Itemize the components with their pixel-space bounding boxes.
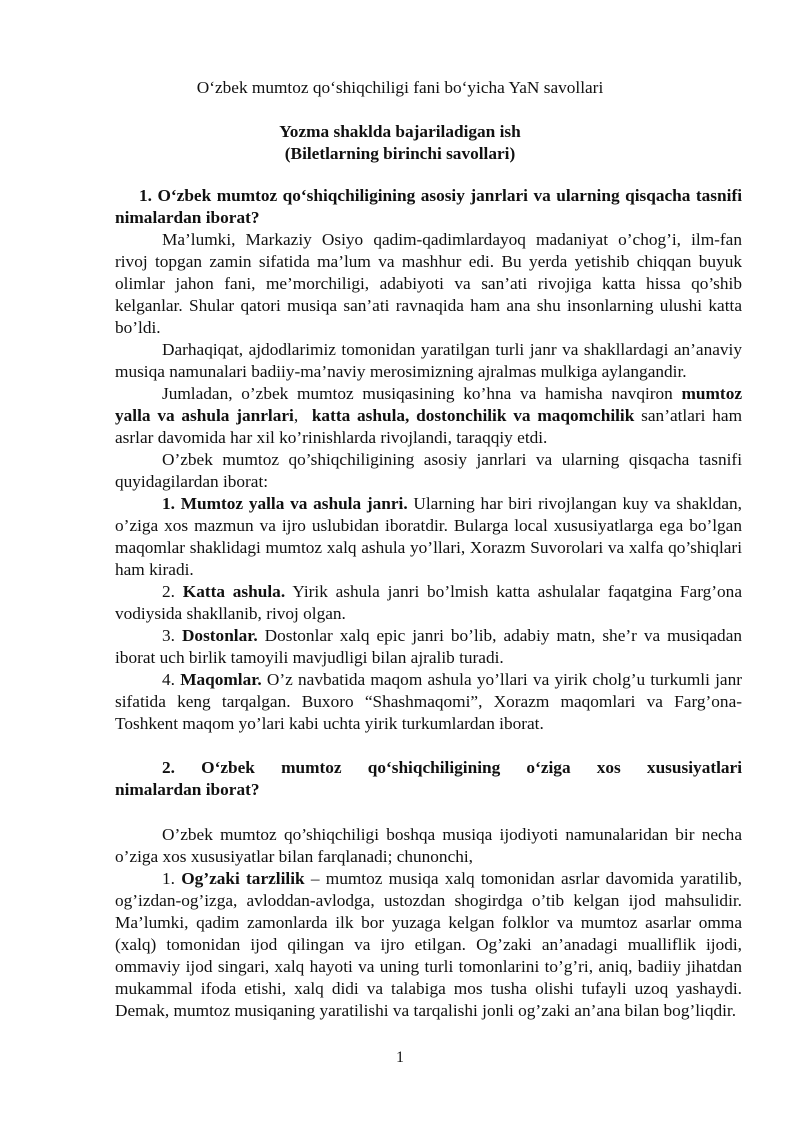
list-item-text: Ularning har biri rivojlangan kuy va shakldan, o’ziga xos mazmun va ijro uslubidan iboratdir. Bularga local xususiyatlarga ega bo’lgan maqomlar shaklidagi mumtoz xalq ashula yo’llari, Xorazm Suvorolari va xalfa qo’shiqlari ham kiradi. xyxy=(115,494,742,579)
question-2-heading: 2. O‘zbek mumtoz qo‘shiqchiligining o‘ziga xos xususiyatlari xyxy=(162,758,742,777)
paragraph: Ma’lumki, Markaziy Osiyo qadim-qadimlardayoq madaniyat o’chog’i, ilm-fan rivoj topgan zamin sifatida ma’lum va mashhur edi. Bu yerda yetishib chiqqan buyuk olimlar jahon fani, me’morchiligi, adabiyoti va san’ati rivojiga katta hissa qo’shib kelganlar. Shular qatori musiqa san’ati ravnaqida ham ana shu insonlarning ulushi katta bo’ldi. xyxy=(115,230,742,337)
punctuation: , xyxy=(293,406,299,425)
list-item xyxy=(115,625,742,669)
list-item-title: Maqomlar. xyxy=(180,670,262,689)
list-item-text: Dostonlar xalq epic janri bo’lib, adabiy matn, she’r va musiqadan iborat uch birlik tamoyili mavjudligi bilan ajralib turadi. xyxy=(115,626,743,667)
list-item-title: Mumtoz yalla va ashula janri. xyxy=(180,494,408,513)
list-item-text: O’z navbatida maqom ashula yo’llari va yirik cholg’u turkumli janr sifatida keng tarqalgan. Buxoro “Shashmaqomi”, Xorazm maqomlari va Farg’ona-Toshkent maqom yo’lari kabi uchta yirik turkumlardan iborat. xyxy=(115,670,742,733)
paragraph-text: san’atlari ham asrlar davomida har xil ko’rinishlarda rivojlandi, taraqqiy etdi. xyxy=(115,406,743,447)
paragraph: Darhaqiqat, ajdodlarimiz tomonidan yaratilgan turli janr va shakllardagi an’anaviy musiqa namunalari badiiy-ma’naviy merosimizning ajralmas mulkiga aylangandir. xyxy=(115,340,742,381)
list-item-text: Yirik ashula janri bo’lmish katta ashulalar faqatgina Farg’ona vodiysida shakllanib, rivoj olgan. xyxy=(115,582,742,623)
list-item-number: 4. xyxy=(162,670,175,689)
spacer xyxy=(115,801,742,824)
page-number: 1 xyxy=(396,1049,404,1066)
list-item-number: 2. xyxy=(162,582,175,601)
spacer xyxy=(115,735,742,757)
document-subtitle-note: (Biletlarning birinchi savollari) xyxy=(284,144,516,163)
paragraph: O’zbek mumtoz qo’shiqchiligi boshqa musiqa ijodiyoti namunalaridan bir necha o’ziga xos xususiyatlar bilan farqlanadi; chunonchi, xyxy=(115,825,742,866)
list-item xyxy=(115,581,742,625)
paragraph-text: Jumladan, o’zbek mumtoz musiqasining ko’hna va hamisha navqiron xyxy=(162,384,673,403)
list-item-number: 1. xyxy=(162,494,175,513)
list-item-title: Katta ashula. xyxy=(182,582,286,601)
question-2-heading-cont: nimalardan iborat? xyxy=(115,780,260,799)
document-title: O‘zbek mumtoz qo‘shiqchiligi fani bo‘yicha YaN savollari xyxy=(196,78,604,97)
bold-term: katta ashula, dostonchilik va maqomchilik xyxy=(311,406,635,425)
list-item-number: 1. xyxy=(162,869,175,888)
question-1-heading: 1. O‘zbek mumtoz qo‘shiqchiligining asosiy janrlari va ularning qisqacha tasnifi nimalardan iborat? xyxy=(115,186,742,227)
document-body xyxy=(115,185,742,1022)
list-item-number: 3. xyxy=(162,626,175,645)
bold-term: mumtoz yalla va ashula janrlari xyxy=(115,384,742,425)
list-item xyxy=(115,669,742,735)
list-item-text: – mumtoz musiqa xalq tomonidan asrlar davomida yaratilib, og’izdan-og’izga, avloddan-avlodga, ustozdan shogirdga o’tib kelgan ijod mahsulidir. Ma’lumki, qadim zamonlarda ilk bor yuzaga kelgan folklor va mumtoz asarlar omma (xalq) tomonidan ijod qilingan va ijro etilgan. Og’zaki an’anadagi mualliflik ijodi, ommaviy ijod singari, xalq hayoti va uning turli tomonlarini to’g’ri, aniq, badiiy jihatdan mukammal ifoda etishi, xalq didi va talabiga mos tusha olishi tufayli uzoq yashaydi. Demak, mumtoz musiqaning yaratilishi va tarqalishi jonli og’zaki an’ana bilan bog’liqdir. xyxy=(115,869,742,1020)
document-subtitle: Yozma shaklda bajariladigan ish xyxy=(279,122,521,141)
list-item xyxy=(115,868,742,1022)
paragraph: O’zbek mumtoz qo’shiqchiligining asosiy janrlari va ularning qisqacha tasnifi quyidagilardan iborat: xyxy=(115,450,742,491)
list-item-title: Og’zaki tarzlilik xyxy=(181,869,305,888)
list-item-title: Dostonlar. xyxy=(181,626,258,645)
list-item xyxy=(115,493,742,581)
paragraph xyxy=(115,383,742,449)
